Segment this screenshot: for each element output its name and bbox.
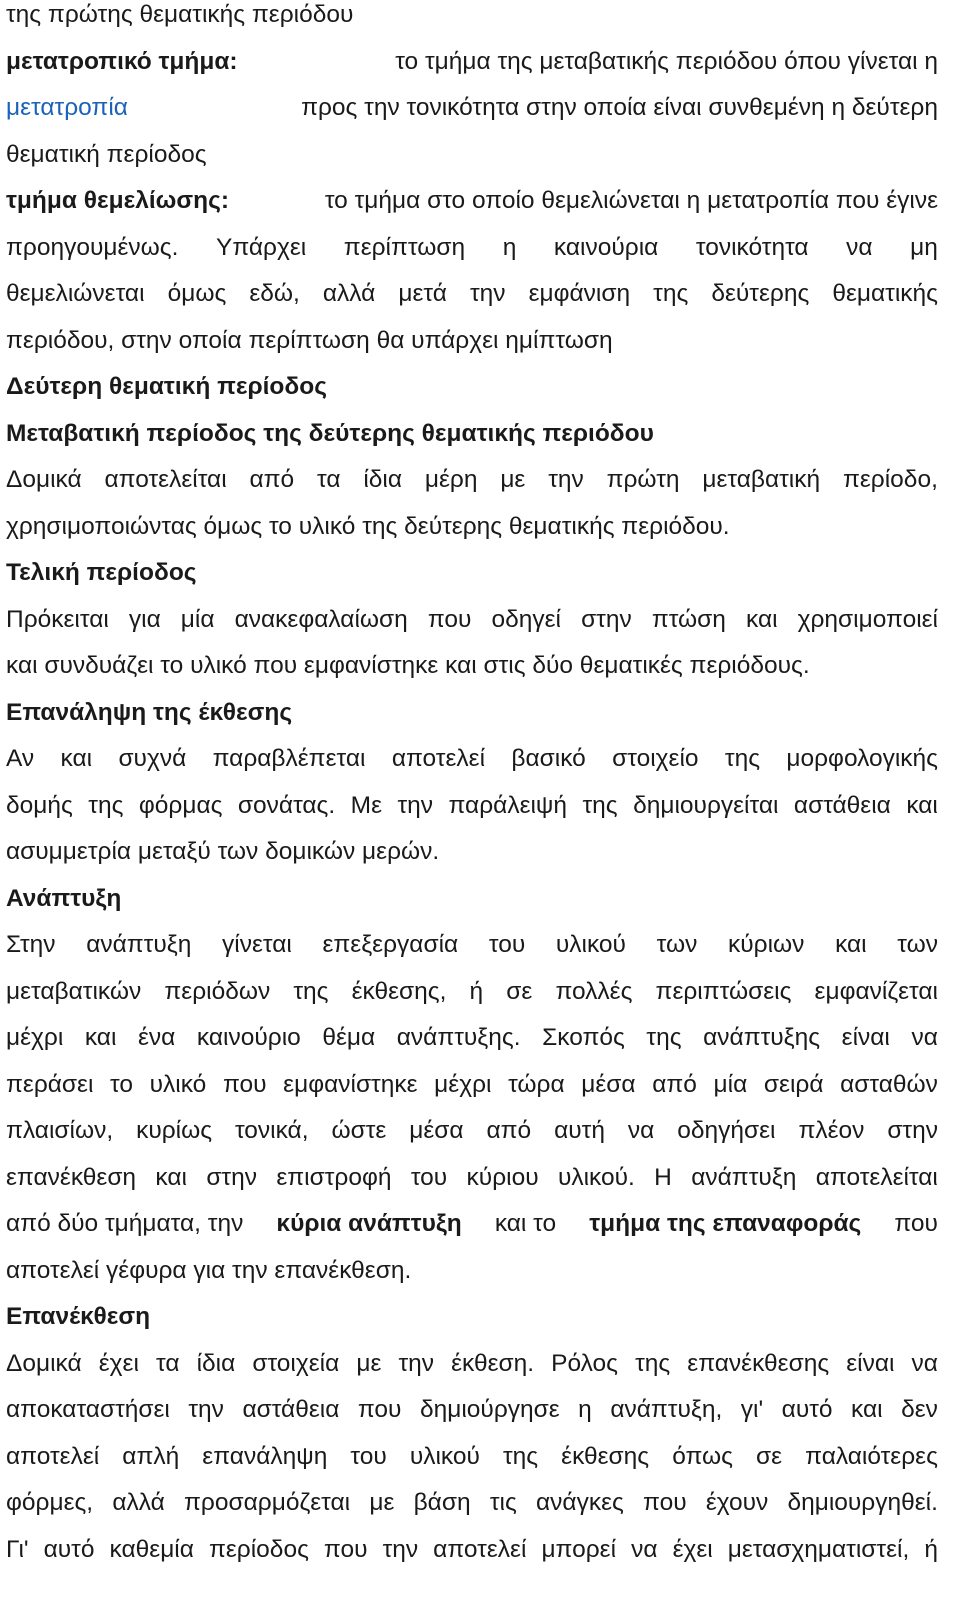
text-line: θεματική περίοδος — [6, 140, 207, 168]
word: την — [397, 791, 434, 819]
word: εμφάνιση — [528, 280, 631, 307]
word: ένα — [138, 1024, 176, 1051]
word: την — [548, 466, 584, 493]
word: πλέον — [798, 1117, 865, 1144]
word: μία — [713, 1070, 748, 1098]
word: επεξεργασία — [322, 931, 459, 958]
word: έχει — [672, 1535, 713, 1563]
word: βάση — [413, 1489, 471, 1516]
text-line — [6, 1209, 938, 1256]
justified-line — [6, 279, 938, 326]
word: θεματικής — [832, 280, 938, 307]
word: οδηγήσει — [677, 1117, 776, 1144]
word: υλικού — [555, 931, 626, 958]
word: μεταβατικών — [6, 977, 142, 1005]
section-heading: Μεταβατική περίοδος της δεύτερης θεματικής περιόδου — [6, 419, 654, 447]
word: από — [486, 1117, 532, 1144]
text-line: και συνδυάζει το υλικό που εμφανίστηκε και στις δύο θεματικές περιόδους. — [6, 652, 810, 679]
word: εμφανίστηκε — [283, 1070, 418, 1098]
word: πολλές — [555, 977, 633, 1005]
word: περιόδων — [164, 977, 271, 1005]
term-label: τμήμα θεμελίωσης: — [6, 187, 229, 214]
justified-line — [6, 1070, 938, 1117]
word: ανάγκες — [535, 1489, 624, 1516]
text-fragment: από δύο τμήματα, την — [6, 1210, 244, 1237]
text-line: περιόδου, στην οποία περίπτωση θα υπάρχει ημίπτωση — [6, 326, 613, 354]
word: αποτελεί — [6, 1442, 100, 1470]
word: έχει — [98, 1349, 139, 1377]
word: Δομικά — [6, 466, 82, 493]
word: μέσα — [581, 1070, 636, 1098]
word: της — [646, 1024, 682, 1051]
word: που — [427, 605, 472, 633]
justified-line — [6, 744, 938, 791]
word: που — [323, 1535, 368, 1563]
word: την — [469, 280, 506, 307]
justified-line — [6, 1488, 938, 1535]
word: με — [500, 466, 526, 493]
word: έχουν — [705, 1489, 769, 1516]
word: μέρη — [424, 466, 478, 493]
word: σονάτας. — [237, 791, 336, 819]
word: γι' — [740, 1396, 764, 1423]
word: κυρίως — [136, 1117, 213, 1144]
word: επανέκθεσης — [687, 1349, 830, 1377]
word: στην — [206, 1163, 257, 1191]
word: και — [155, 1163, 187, 1191]
word: δομής — [6, 791, 73, 819]
word: Δομικά — [6, 1349, 82, 1377]
word: φόρμας — [138, 791, 223, 819]
word: τα — [317, 466, 341, 493]
text-line: της πρώτης θεματικής περιόδου — [6, 1, 354, 28]
word: μετά — [398, 280, 447, 307]
word: μορφολογικής — [786, 745, 938, 772]
word: το — [110, 1070, 134, 1098]
word: παράλειψή — [448, 791, 568, 819]
word: και — [906, 791, 938, 819]
word: Ρόλος — [551, 1349, 618, 1377]
word: των — [656, 931, 698, 958]
word: χρησιμοποιεί — [797, 605, 938, 633]
word: αποτελείται — [104, 466, 227, 493]
word: αστάθεια — [793, 791, 891, 819]
word: περιπτώσεις — [655, 977, 792, 1005]
word: ή — [924, 1535, 938, 1563]
word: στην — [581, 605, 632, 633]
word: παραβλέπεται — [212, 745, 366, 772]
word: και — [851, 1396, 883, 1423]
word: Στην — [6, 931, 56, 958]
word: του — [488, 931, 526, 958]
justified-line — [6, 465, 938, 512]
word: ασταθών — [840, 1070, 938, 1098]
word: φόρμες, — [6, 1489, 94, 1516]
word: που — [222, 1070, 267, 1098]
word: προηγουμένως. — [6, 233, 179, 261]
word: να — [911, 1024, 938, 1051]
word: την — [382, 1535, 419, 1563]
word: οδηγεί — [491, 605, 561, 633]
word: να — [846, 233, 873, 261]
word: η — [502, 233, 517, 261]
word: και — [835, 931, 867, 958]
word: υλικό — [149, 1070, 207, 1098]
word: μέσα — [409, 1117, 464, 1144]
word: αστάθεια — [242, 1396, 340, 1423]
text-fragment: προς την τονικότητα στην οποία είναι συνθεμένη η δεύτερη — [301, 94, 938, 121]
word: αλλά — [322, 280, 376, 307]
word: έκθεση. — [451, 1349, 535, 1377]
word: της — [582, 791, 618, 819]
section-heading: Ανάπτυξη — [6, 884, 122, 912]
word: δημιουργηθεί. — [787, 1489, 938, 1516]
word: αποτελεί — [391, 745, 486, 772]
word: σειρά — [763, 1070, 824, 1098]
word: τονικότητα — [695, 233, 809, 261]
word: δεύτερης — [711, 280, 810, 307]
term-label: κύρια ανάπτυξη — [276, 1210, 462, 1237]
word: αυτή — [554, 1117, 605, 1144]
word: από — [652, 1070, 697, 1098]
word: Υπάρχει — [215, 233, 307, 261]
word: του — [350, 1442, 387, 1470]
word: Αν — [6, 745, 35, 772]
word: γίνεται — [222, 931, 292, 958]
word: προσαρμόζεται — [184, 1489, 351, 1516]
word: όμως — [167, 280, 227, 307]
word: Με — [350, 791, 382, 819]
justified-line — [6, 977, 938, 1024]
word: καινούριο — [196, 1024, 301, 1051]
word: πτώση — [651, 605, 726, 633]
word: στοιχείο — [612, 745, 699, 772]
section-heading: Δεύτερη θεματική περίοδος — [6, 373, 327, 400]
justified-line — [6, 1116, 938, 1163]
word: και — [60, 745, 93, 772]
word: δημιούργησε — [419, 1396, 560, 1423]
justified-line — [6, 1395, 938, 1442]
word: αυτό — [781, 1396, 833, 1423]
word: απλή — [122, 1442, 180, 1470]
word: σε — [756, 1442, 783, 1470]
word: ώστε — [331, 1117, 387, 1144]
word: επανέκθεση — [6, 1163, 137, 1191]
word: των — [897, 931, 938, 958]
section-heading: Επανάληψη της έκθεσης — [6, 698, 293, 726]
word: Γι' — [6, 1535, 29, 1563]
word: παλαιότερες — [805, 1442, 938, 1470]
word: ή — [469, 977, 484, 1005]
text-line: χρησιμοποιώντας όμως το υλικό της δεύτερης θεματικής περιόδου. — [6, 512, 730, 540]
word: εμφανίζεται — [814, 977, 938, 1005]
word: και — [746, 605, 778, 633]
word: με — [356, 1349, 382, 1377]
word: αυτό — [43, 1535, 95, 1563]
word: που — [357, 1396, 402, 1423]
word: Πρόκειται — [6, 605, 109, 633]
text-line — [6, 93, 938, 140]
word: μπορεί — [541, 1535, 617, 1563]
word: καθεμία — [109, 1535, 194, 1563]
word: από — [249, 466, 295, 493]
word: ανακεφαλαίωση — [234, 605, 408, 633]
word: της — [293, 977, 329, 1005]
word: περίοδος — [208, 1535, 309, 1563]
word: εδώ, — [249, 280, 300, 307]
justified-line — [6, 1442, 938, 1489]
word: υλικού. — [557, 1163, 635, 1191]
term-label: μετατροπικό τμήμα: — [6, 47, 238, 75]
justified-line — [6, 233, 938, 280]
word: επιστροφή — [276, 1163, 392, 1191]
text-fragment: που — [894, 1210, 938, 1237]
word: ανάπτυξης — [703, 1024, 821, 1051]
word: σε — [506, 977, 533, 1005]
word: μετασχηματιστεί, — [727, 1535, 910, 1563]
word: ίδια — [196, 1349, 236, 1377]
word: μέχρι — [434, 1070, 492, 1098]
text-fragment: και το — [494, 1210, 557, 1237]
word: υλικού — [409, 1442, 480, 1470]
word: έκθεσης, — [351, 977, 447, 1005]
word: ανάπτυξης. — [396, 1024, 521, 1051]
justified-line — [6, 930, 938, 977]
word: να — [911, 1349, 938, 1377]
word: μέχρι — [6, 1024, 64, 1051]
word: την — [188, 1396, 224, 1423]
word: τα — [155, 1349, 180, 1377]
word: στην — [887, 1117, 938, 1144]
word: της — [653, 280, 689, 307]
word: έκθεσης — [561, 1442, 650, 1470]
word: της — [88, 791, 124, 819]
word: τις — [489, 1489, 517, 1516]
text-line: ασυμμετρία μεταξύ των δομικών μερών. — [6, 838, 440, 865]
word: της — [724, 745, 761, 772]
word: είναι — [841, 1024, 890, 1051]
word: αποκαταστήσει — [6, 1396, 170, 1423]
word: είναι — [846, 1349, 895, 1377]
term-label: τμήμα της επαναφοράς — [589, 1210, 862, 1237]
word: περίπτωση — [343, 233, 466, 261]
word: την — [398, 1349, 435, 1377]
word: βασικό — [511, 745, 586, 772]
justified-line — [6, 1535, 938, 1582]
word: τονικά, — [234, 1117, 309, 1144]
justified-line — [6, 791, 938, 838]
word: επανάληψη — [202, 1442, 328, 1470]
word: μη — [910, 233, 938, 261]
word: να — [627, 1117, 655, 1144]
word: στοιχεία — [252, 1349, 340, 1377]
definition-line — [6, 186, 938, 233]
text-fragment: το τμήμα στο οποίο θεμελιώνεται η μετατροπία που έγινε — [324, 187, 938, 214]
word: όπως — [672, 1442, 733, 1470]
word: πρώτη — [606, 466, 680, 493]
word: ανάπτυξη, — [610, 1396, 723, 1423]
word: αποτελείται — [815, 1163, 938, 1191]
word: η — [578, 1396, 592, 1423]
word: αποτελεί — [433, 1535, 527, 1563]
section-heading: Τελική περίοδος — [6, 559, 197, 586]
word: κύριου — [466, 1163, 539, 1191]
word: να — [631, 1535, 658, 1563]
word: δεν — [901, 1396, 938, 1423]
word: της — [635, 1349, 671, 1377]
word: ανάπτυξη — [86, 931, 192, 958]
definition-line — [6, 47, 938, 94]
word: πλαισίων, — [6, 1117, 114, 1144]
word: Σκοπός — [542, 1024, 625, 1051]
section-heading: Επανέκθεση — [6, 1303, 151, 1330]
justified-line — [6, 1163, 938, 1210]
word: ίδια — [363, 466, 403, 493]
word: μεταβατική — [702, 466, 821, 493]
word: περίοδο, — [842, 466, 938, 493]
text-line: αποτελεί γέφυρα για την επανέκθεση. — [6, 1256, 412, 1284]
word: συχνά — [118, 745, 187, 772]
word: Η — [654, 1163, 672, 1191]
word: για — [128, 605, 161, 633]
justified-line — [6, 605, 938, 652]
modulation-link[interactable]: μετατροπία — [6, 94, 128, 121]
word: θέμα — [322, 1024, 376, 1051]
justified-line — [6, 1349, 938, 1396]
word: ανάπτυξη — [691, 1163, 797, 1191]
word: καινούρια — [553, 233, 659, 261]
word: με — [369, 1489, 395, 1516]
word: μία — [180, 605, 215, 633]
word: της — [502, 1442, 539, 1470]
word: αλλά — [112, 1489, 165, 1516]
word: τώρα — [508, 1070, 565, 1098]
word: κύριων — [727, 931, 805, 958]
word: του — [410, 1163, 448, 1191]
word: περάσει — [6, 1070, 94, 1098]
justified-line — [6, 1023, 938, 1070]
word: δημιουργείται — [633, 791, 779, 819]
word: και — [84, 1024, 117, 1051]
word: που — [643, 1489, 687, 1516]
text-fragment: το τμήμα της μεταβατικής περιόδου όπου γίνεται η — [395, 47, 938, 75]
word: θεμελιώνεται — [6, 280, 145, 307]
